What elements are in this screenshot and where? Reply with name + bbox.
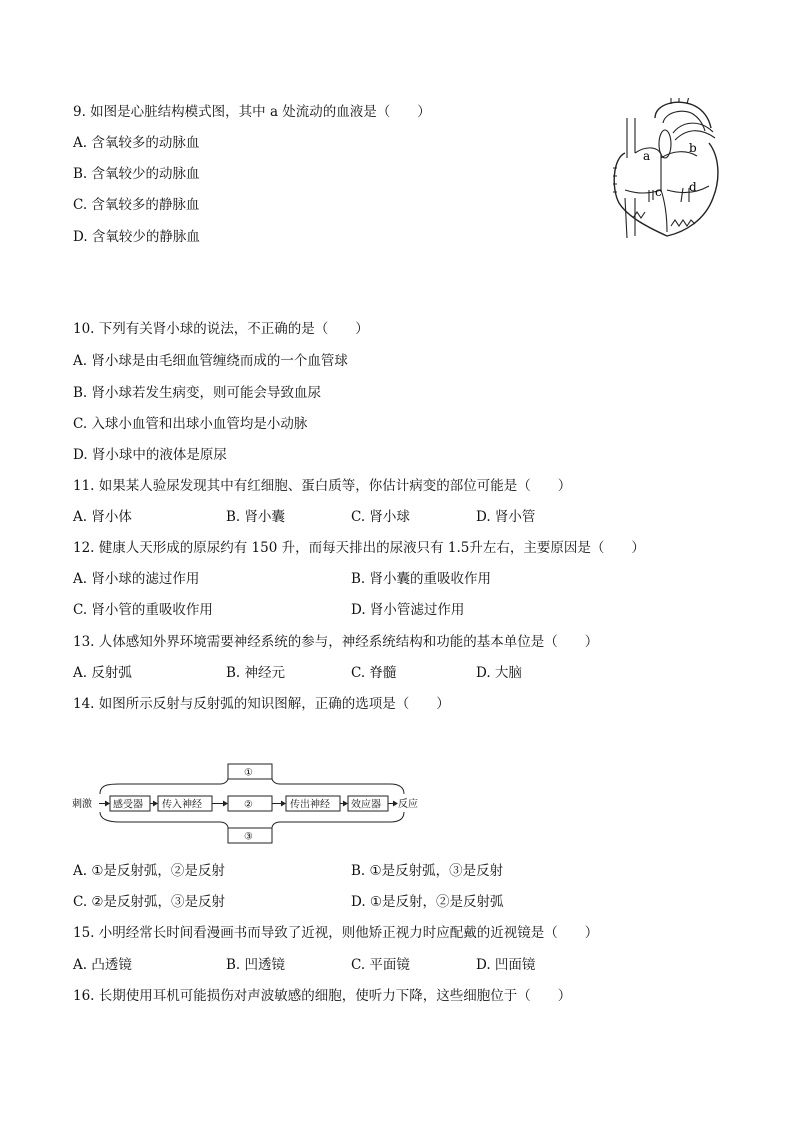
q12-option-d: D. 肾小管滤过作用 xyxy=(351,602,465,618)
reflex-afferent-label: 传入神经 xyxy=(162,799,202,811)
q10-option-b: B. 肾小球若发生病变，则可能会导致血尿 xyxy=(73,385,322,401)
reflex-start-label: 刺激 xyxy=(72,799,92,810)
reflex-top-label: ① xyxy=(244,767,253,779)
q13-option-b: B. 神经元 xyxy=(226,665,286,681)
q10-option-a: A. 肾小球是由毛细血管缠绕而成的一个血管球 xyxy=(73,353,348,369)
reflex-effector-label: 效应器 xyxy=(351,799,381,811)
q9-option-d: D. 含氧较少的静脉血 xyxy=(73,229,200,245)
q10-option-c: C. 入球小血管和出球小血管均是小动脉 xyxy=(73,416,308,432)
q12-option-b: B. 肾小囊的重吸收作用 xyxy=(351,571,492,587)
q16-stem: 16. 长期使用耳机可能损伤对声波敏感的细胞，使听力下降，这些细胞位于（ ） xyxy=(73,988,572,1004)
q12-option-a: A. 肾小球的滤过作用 xyxy=(73,571,200,587)
reflex-receptor-label: 感受器 xyxy=(113,799,143,811)
heart-label-a: a xyxy=(643,149,651,163)
q13-stem: 13. 人体感知外界环境需要神经系统的参与，神经系统结构和功能的基本单位是（ ） xyxy=(73,634,599,650)
heart-diagram xyxy=(605,98,723,240)
reflex-arc-diagram xyxy=(70,760,425,848)
q11-stem: 11. 如果某人验尿发现其中有红细胞、蛋白质等，你估计病变的部位可能是（ ） xyxy=(73,478,572,494)
q12-option-c: C. 肾小管的重吸收作用 xyxy=(73,602,213,618)
reflex-end-label: 反应 xyxy=(398,799,418,810)
q14-option-d: D. ①是反射，②是反射弧 xyxy=(351,894,504,910)
reflex-center-label: ② xyxy=(244,799,253,811)
q15-stem: 15. 小明经常长时间看漫画书而导致了近视，则他矫正视力时应配戴的近视镜是（ ） xyxy=(73,925,599,941)
reflex-bottom-label: ③ xyxy=(244,831,253,843)
heart-label-b: b xyxy=(689,141,697,155)
q13-option-d: D. 大脑 xyxy=(476,665,522,681)
q14-option-a: A. ①是反射弧，②是反射 xyxy=(73,863,225,879)
q14-option-b: B. ①是反射弧，③是反射 xyxy=(351,863,504,879)
q11-option-a: A. 肾小体 xyxy=(73,509,132,525)
q14-option-c: C. ②是反射弧，③是反射 xyxy=(73,894,226,910)
q9-stem: 9. 如图是心脏结构模式图，其中 a 处流动的血液是（ ） xyxy=(73,104,431,120)
reflex-efferent-label: 传出神经 xyxy=(290,799,330,811)
heart-label-d: d xyxy=(689,180,697,194)
q9-option-b: B. 含氧较少的动脉血 xyxy=(73,166,200,182)
q13-option-c: C. 脊髓 xyxy=(351,665,397,681)
q15-option-d: D. 凹面镜 xyxy=(476,957,536,973)
q10-option-d: D. 肾小球中的液体是原尿 xyxy=(73,447,227,463)
q15-option-b: B. 凹透镜 xyxy=(226,957,286,973)
q14-stem: 14. 如图所示反射与反射弧的知识图解，正确的选项是（ ） xyxy=(73,696,450,712)
q11-option-b: B. 肾小囊 xyxy=(226,509,286,525)
q9-option-c: C. 含氧较多的静脉血 xyxy=(73,197,200,213)
q13-option-a: A. 反射弧 xyxy=(73,665,132,681)
q15-option-c: C. 平面镜 xyxy=(351,957,410,973)
heart-label-c: c xyxy=(655,185,662,199)
q11-option-c: C. 肾小球 xyxy=(351,509,410,525)
q15-option-a: A. 凸透镜 xyxy=(73,957,132,973)
q11-option-d: D. 肾小管 xyxy=(476,509,536,525)
q10-stem: 10. 下列有关肾小球的说法，不正确的是（ ） xyxy=(73,321,369,337)
q9-option-a: A. 含氧较多的动脉血 xyxy=(73,135,200,151)
q12-stem: 12. 健康人天形成的原尿约有 150 升，而每天排出的尿液只有 1.5升左右，主要原因是（ ） xyxy=(73,540,645,556)
